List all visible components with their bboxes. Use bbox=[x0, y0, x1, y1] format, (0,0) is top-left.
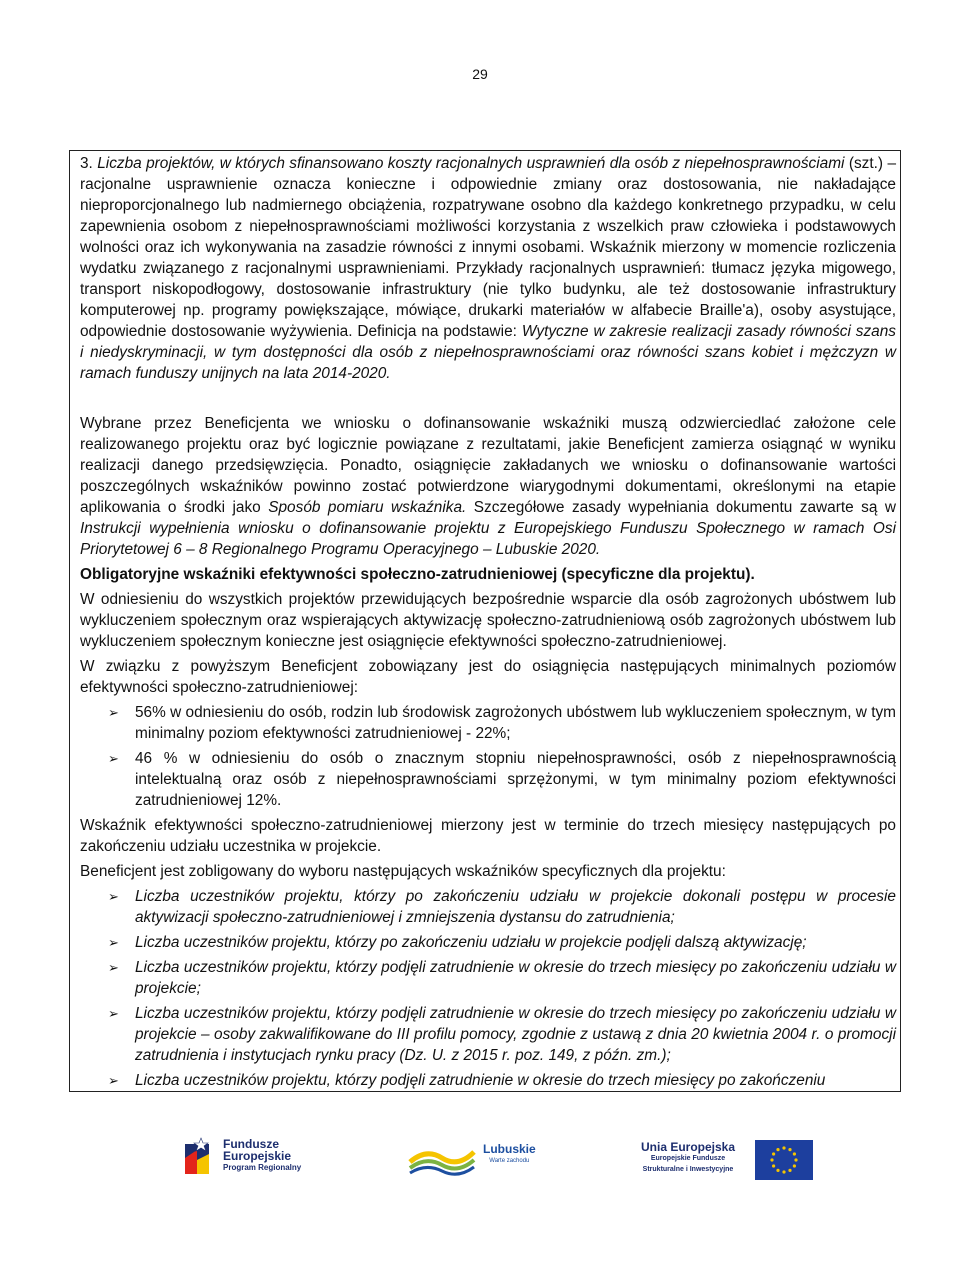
page-number: 29 bbox=[472, 66, 488, 82]
list-item-text: Liczba uczestników projektu, którzy podjęli zatrudnienie w okresie do trzech miesięcy po zakończeniu bbox=[135, 1072, 826, 1089]
logo-text: Program Regionalny bbox=[223, 1163, 302, 1172]
list-item bbox=[80, 886, 896, 928]
logo-text: Unia Europejska bbox=[640, 1140, 736, 1154]
lubuskie-wave-icon bbox=[408, 1140, 476, 1176]
paragraph-obligation: Beneficjent jest zobligowany do wyboru następujących wskaźników specyficznych dla projektu: bbox=[80, 863, 726, 880]
footer-logos bbox=[0, 1130, 960, 1190]
indicators-list bbox=[80, 886, 896, 1091]
indicator-definition bbox=[80, 153, 896, 388]
paragraph-text: Szczegółowe zasady wypełniania dokumentu zawarte są w bbox=[466, 499, 896, 516]
arrow-bullet-icon: ➢ bbox=[108, 960, 119, 975]
definition-source: Wytyczne w zakresie realizacji zasady równości szans i niedyskryminacji, w tym dostępności dla osób z niepełnosprawnościami oraz równości szans kobiet i mężczyzn w ramach funduszy unijnych na lata 2014-2020. bbox=[80, 323, 896, 382]
paragraph-indicators-selection bbox=[80, 413, 896, 560]
list-item bbox=[80, 1003, 896, 1066]
list-item-text: Liczba uczestników projektu, którzy podjęli zatrudnienie w okresie do trzech miesięcy po zakończeniu udziału w projekcie – osoby zakwalifikowane do III profilu pomocy, zgodnie z ustawą z dnia 20 kwietnia 2004 r. o promocji zatrudnienia i instytucjach rynku pracy (Dz. U. z 2015 r. poz. 149, z późn. zm.); bbox=[135, 1005, 896, 1064]
list-item bbox=[80, 957, 896, 999]
lubuskie-text bbox=[483, 1143, 536, 1167]
levels-list bbox=[80, 702, 896, 811]
list-item-text: 46 % w odniesieniu do osób o znacznym stopniu niepełnosprawności, osób z niepełnosprawnością intelektualną oraz osób z niepełnosprawnościami sprzężonymi, w tym minimalny poziom efektywności zatrudnieniowej 12%. bbox=[135, 750, 896, 809]
logo-text: Europejskie Fundusze bbox=[650, 1155, 726, 1162]
lubuskie-logo bbox=[408, 1140, 536, 1181]
definition-title: Liczba projektów, w których sfinansowano koszty racjonalnych usprawnień dla osób z niepełnosprawnościami bbox=[97, 155, 845, 172]
paragraph-scope: W odniesieniu do wszystkich projektów przewidujących bezpośrednie wsparcie dla osób zagrożonych ubóstwem lub wykluczeniem społecznym oraz wspierających aktywizację społeczno-zatrudnieniową osób zagrożonych ubóstwem lub wykluczeniem społecznym konieczne jest osiągnięcie efektywności społeczno-zatrudnieniowej. bbox=[80, 591, 896, 650]
list-item bbox=[80, 1070, 896, 1091]
logo-text: Strukturalne i Inwestycyjne bbox=[642, 1166, 734, 1173]
fundusze-europejskie-text bbox=[223, 1138, 301, 1174]
list-item-text: Liczba uczestników projektu, którzy po zakończeniu udziału w projekcie podjęli dalszą aktywizację; bbox=[135, 934, 807, 951]
list-item bbox=[80, 702, 896, 744]
logo-text: Warte zachodu bbox=[489, 1158, 530, 1164]
definition-number: 3. bbox=[80, 155, 98, 172]
logo-text: Lubuskie bbox=[483, 1142, 536, 1156]
logo-text: Fundusze bbox=[223, 1137, 279, 1151]
eu-flag-icon bbox=[755, 1140, 813, 1180]
list-item bbox=[80, 932, 896, 953]
list-item-text: Liczba uczestników projektu, którzy podjęli zatrudnienie w okresie do trzech miesięcy po zakończeniu udziału w projekcie; bbox=[135, 959, 896, 997]
paragraph-italic: Sposób pomiaru wskaźnika. bbox=[268, 499, 467, 516]
arrow-bullet-icon: ➢ bbox=[108, 705, 119, 720]
arrow-bullet-icon: ➢ bbox=[108, 751, 119, 766]
unia-europejska-text bbox=[628, 1142, 748, 1175]
arrow-bullet-icon: ➢ bbox=[108, 1006, 119, 1021]
arrow-bullet-icon: ➢ bbox=[108, 889, 119, 904]
list-item bbox=[80, 748, 896, 811]
list-item-text: 56% w odniesieniu do osób, rodzin lub środowisk zagrożonych ubóstwem lub wykluczeniem społecznym, w tym minimalny poziom efektywności zatrudnieniowej - 22%; bbox=[135, 704, 896, 742]
fundusze-europejskie-icon bbox=[183, 1136, 213, 1176]
definition-body: (szt.) – racjonalne usprawnienie oznacza konieczne i odpowiednie zmiany oraz dostosowania, nie nakładające nieproporcjonalnego lub nadmiernego obciążenia, rozpatrywane osobno dla każdego konkretnego przypadku, w celu zapewnienia osobom z niepełnosprawnościami możliwości korzystania z wszelkich praw człowieka i podstawowych wolności oraz ich wykonywania na zasadzie równości z innymi osobami. Wskaźnik mierzony w momencie rozliczenia wydatku związanego z racjonalnymi usprawnieniami. Przykłady racjonalnych usprawnień: tłumacz języka migowego, transport niskopodłogowy, dostosowanie infrastruktury (nie tylko budynku, ale też dostosowanie infrastruktury komputerowej np. programy powiększające, mówiące, drukarki materiałów w alfabecie Braille'a), osoby asystujące, odpowiednie dostosowanie wyżywienia. Definicja na podstawie: bbox=[80, 155, 896, 340]
arrow-bullet-icon: ➢ bbox=[108, 935, 119, 950]
section-heading: Obligatoryjne wskaźniki efektywności społeczno-zatrudnieniowej (specyficzne dla projektu). bbox=[80, 566, 755, 583]
paragraph-italic: Instrukcji wypełnienia wniosku o dofinansowanie projektu z Europejskiego Funduszu Społecznego w ramach Osi Priorytetowej 6 – 8 Regionalnego Programu Operacyjnego – Lubuskie 2020. bbox=[80, 520, 896, 558]
paragraph-minimum-levels: W związku z powyższym Beneficjent zobowiązany jest do osiągnięcia następujących minimalnych poziomów efektywności społeczno-zatrudnieniowej: bbox=[80, 658, 896, 696]
paragraph-text: Wybrane przez Beneficjenta we wniosku o dofinansowanie wskaźniki muszą odzwierciedlać założone cele realizowanego projektu oraz być logicznie powiązane z rezultatami, jakie Beneficjent zamierza osiągnąć w wyniku realizacji danego przedsięwzięcia. Ponadto, osiągnięcie zakładanych we wniosku o dofinansowanie wartości poszczególnych wskaźników powinno zostać potwierdzone wiarygodnymi dokumentami, określonymi na etapie aplikowania o środki jako bbox=[80, 415, 896, 516]
logo-text: Europejskie bbox=[223, 1149, 292, 1163]
arrow-bullet-icon: ➢ bbox=[108, 1073, 119, 1088]
paragraph-measurement: Wskaźnik efektywności społeczno-zatrudnieniowej mierzony jest w terminie do trzech miesięcy następujących po zakończeniu udziału uczestnika w projekcie. bbox=[80, 817, 896, 855]
list-item-text: Liczba uczestników projektu, którzy po zakończeniu udziału w projekcie dokonali postępu w procesie aktywizacji społeczno-zatrudnieniowej i zmniejszenia dystansu do zatrudnienia; bbox=[135, 888, 896, 926]
main-content bbox=[80, 413, 896, 1095]
